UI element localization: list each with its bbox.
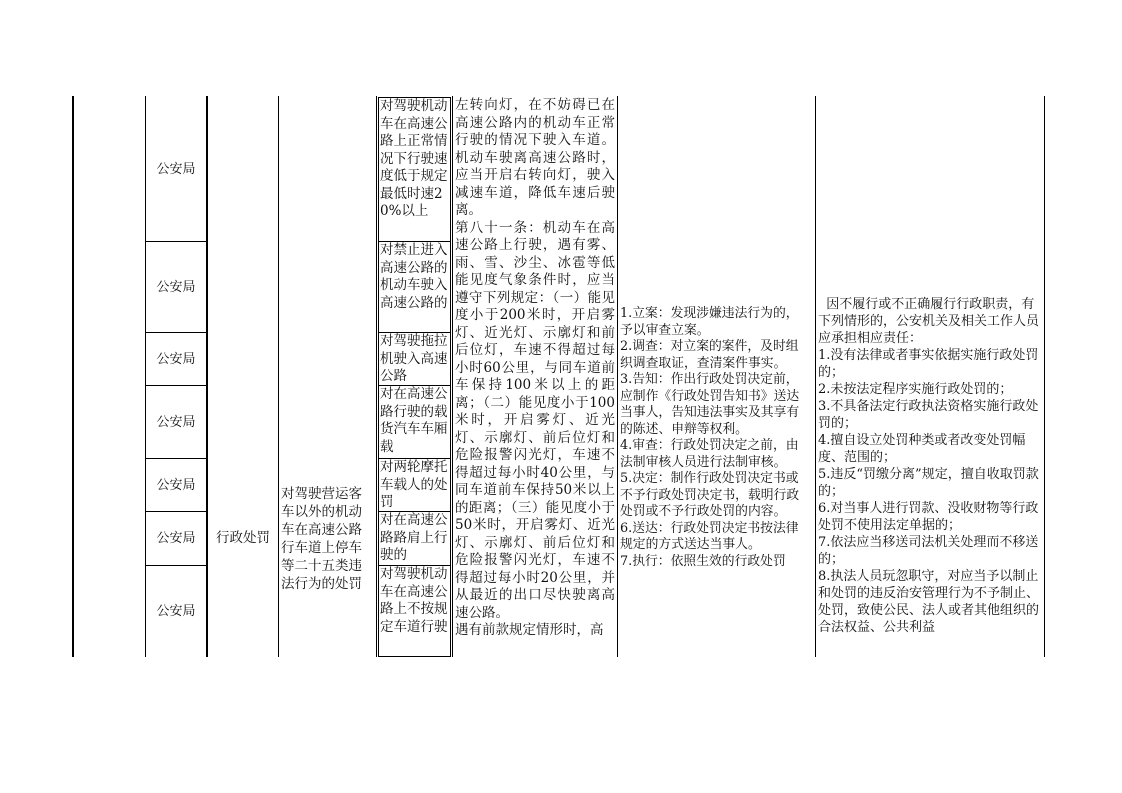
- procedure-step: 4.审查：行政处罚决定之前，由法制审核人员进行法制审核。: [620, 438, 799, 470]
- responsibility-item: 1.没有法律或者事实依据实施行政处罚的；: [818, 348, 1039, 380]
- agency-cell: 公安局: [156, 161, 196, 177]
- responsibility-item: 8.执法人员玩忽职守，对应当予以制止和处罚的违反治安管理行为不予制止、处罚，致使公民、法人或者其他组织的合法权益、公共利益: [818, 569, 1040, 635]
- agency-cell: 公安局: [156, 531, 196, 546]
- item-cell: 对驾驶拖拉机驶入高速公路: [378, 332, 451, 386]
- item-cell: 对在高速公路行驶的载货汽车车厢载: [378, 385, 451, 459]
- procedure-step: 1.立案：发现涉嫌违法行为的，予以审查立案。: [620, 306, 799, 338]
- agency-cell: 公安局: [156, 414, 196, 430]
- column-divider: [206, 96, 208, 657]
- column-divider: [815, 96, 816, 657]
- column-divider: [376, 96, 377, 657]
- legal-basis-cell: 左转向灯，在不妨碍已在高速公路内的机动车正常行驶的情况下驶入车道。机动车驶离高速公路时，应当开启右转向灯，驶入减速车道，降低车速后驶离。 第八十一条：机动车在高速公路上行驶，遇有雾、雨、雪、沙尘、冰雹等低能见度气象条件时，应当遵守下列规定：（一）能见度小于200米时，开启雾灯、近光灯、示廓灯和前后位灯，车速不得超过每小时60公里，与同车道前车保持100米以上的距离；（二）能见度小于100米时，开启雾灯、近光灯、示廓灯、前后位灯和危险报警闪光灯，车速不得超过每小时40公里，与同车道前车保持50米以上的距离；（三）能见度小于50米时，开启雾灯、近光灯、示廓灯、前后位灯和危险报警闪光灯，车速不得超过每小时20公里，并从最近的出口尽快驶离高速公路。 遇有前款规定情形时，高: [455, 97, 615, 638]
- column-divider: [617, 96, 618, 657]
- procedure-step: 3.告知：作出行政处罚决定前，应制作《行政处罚告知书》送达当事人，告知违法事实及其享有的陈述、申辩等权利。: [620, 372, 800, 437]
- responsibility-item: 2.未按法定程序实施行政处罚的；: [818, 382, 1013, 397]
- column-divider: [452, 96, 453, 657]
- agency-cell: 公安局: [156, 351, 196, 367]
- procedure-step: 7.执行：依照生效的行政处罚: [620, 553, 786, 569]
- subject-cell: 对驾驶营运客车以外的机动车在高速公路行车道上停车等二十五类违法行为的处罚: [281, 486, 362, 592]
- item-cell: 对在高速公路路肩上行驶的: [378, 511, 451, 566]
- item-cell: 对两轮摩托车载人的处罚: [378, 458, 451, 512]
- agency-cell: 公安局: [156, 603, 196, 619]
- procedure-step: 6.送达：行政处罚决定书按法律规定的方式送达当事人。: [620, 520, 799, 552]
- responsibility-item: 5.违反“罚缴分离”规定，擅自收取罚款的；: [818, 467, 1039, 499]
- item-cell: 对禁止进入高速公路的机动车驶入高速公路的: [378, 241, 451, 333]
- procedure-step: 2.调查：对立案的案件，及时组织调查取证，查清案件事实。: [620, 339, 799, 371]
- procedure-cell: [620, 97, 810, 656]
- responsibility-item: 6.对当事人进行罚款、没收财物等行政处罚不使用法定单据的；: [818, 501, 1039, 533]
- procedure-step: 5.决定：制作行政处罚决定书或不予行政处罚决定书，载明行政处罚或不予行政处罚的内容。: [620, 471, 800, 519]
- responsibility-item: 4.擅自设立处罚种类或者改变处罚幅度、范围的；: [818, 433, 1026, 465]
- table-border-right: [1044, 96, 1045, 657]
- agency-cell: 公安局: [156, 477, 196, 493]
- responsibility-cell: [818, 97, 1042, 656]
- table-border-left: [72, 96, 74, 657]
- agency-cell: 公安局: [156, 279, 196, 295]
- item-cell: 对驾驶机动车在高速公路上正常情况下行驶速度低于规定最低时速20%以上: [378, 97, 451, 242]
- responsibility-item: 因不履行或不正确履行行政职责，有下列情形的，公安机关及相关工作人员应承担相应责任：: [818, 297, 1040, 346]
- category-cell: 行政处罚: [216, 530, 270, 546]
- item-cell: 对驾驶机动车在高速公路上不按规定车道行驶: [378, 565, 451, 657]
- responsibility-item: 3.不具备法定行政执法资格实施行政处罚的；: [818, 399, 1039, 431]
- column-divider: [278, 96, 279, 657]
- responsibility-item: 7.依法应当移送司法机关处理而不移送的；: [818, 535, 1039, 567]
